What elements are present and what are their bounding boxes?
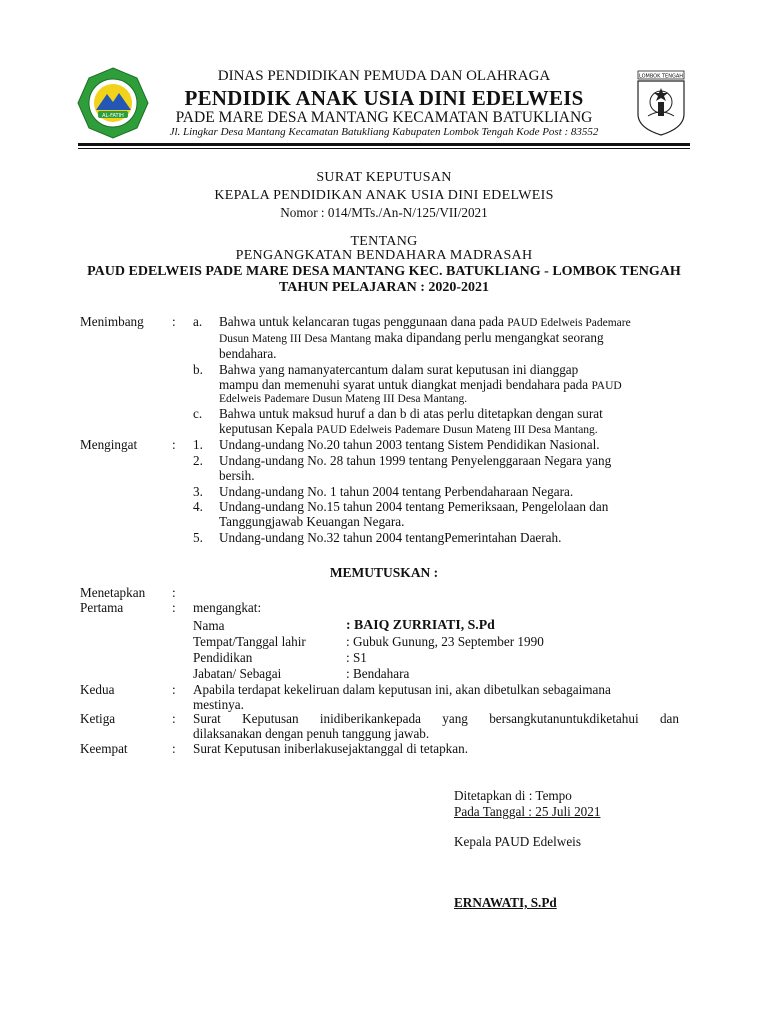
menimbang-a-line-2: Dusun Mateng III Desa Mantang maka dipandang perlu mengangkat seorang [219,330,604,345]
subject-line-3: TAHUN PELAJARAN : 2020-2021 [278,280,490,295]
list-marker: 4. [193,499,203,514]
kedua-label: Kedua [80,682,115,697]
document-number: Nomor : 014/MTs./An-N/125/VII/2021 [280,205,488,220]
mengingat-item: Undang-undang No. 28 tahun 1999 tentang Penyelenggaraan Negara yang [219,453,612,468]
letterhead-rule-thin [78,148,690,149]
ttl-label: Tempat/Tanggal lahir [193,634,306,649]
list-marker: 3. [193,484,203,499]
ketiga-label: Ketiga [80,711,116,726]
subject-line-1: PENGANGKATAN BENDAHARA MADRASAH [235,248,533,263]
ketiga-line-1: Surat Keputusan inidiberikankepada yang bersangkutanuntukdiketahui dan [193,711,679,726]
nama-value: : BAIQ ZURRIATI, S.Pd [346,617,495,632]
tentang-heading: TENTANG [350,234,418,249]
mengingat-item-cont: Tanggungjawab Keuangan Negara. [219,514,405,529]
document-issuer: KEPALA PENDIDIKAN ANAK USIA DINI EDELWEIS [214,188,554,203]
menimbang-a-line-3: bendahara. [219,346,277,361]
letterhead-rule-thick [78,143,690,146]
list-marker: 2. [193,453,203,468]
menimbang-c-line-1: Bahwa untuk maksud huruf a dan b di atas perlu ditetapkan dengan surat [219,406,603,421]
pertama-label: Pertama [80,600,124,615]
colon: : [172,682,176,697]
list-marker: 5. [193,530,203,545]
menimbang-b-line-1: Bahwa yang namanyatercantum dalam surat keputusan ini dianggap [219,362,579,377]
mengingat-item: Undang-undang No.20 tahun 2003 tentang Sistem Pendidikan Nasional. [219,437,600,452]
ketiga-line-2: dilaksanakan dengan penuh tanggung jawab. [193,726,430,741]
colon: : [172,437,176,452]
list-marker: a. [193,314,203,329]
colon: : [172,585,176,600]
signature-position: Kepala PAUD Edelweis [454,834,581,849]
keempat-text: Surat Keputusan iniberlakusejaktanggal di tetapkan. [193,741,469,756]
menimbang-label: Menimbang [80,314,144,329]
mengingat-item: Undang-undang No.32 tahun 2004 tentangPemerintahan Daerah. [219,530,562,545]
kedua-line-2: mestinya. [193,697,244,712]
list-marker: 1. [193,437,203,452]
svg-text:LOMBOK TENGAH: LOMBOK TENGAH [638,73,684,80]
mengingat-item-cont: bersih. [219,468,255,483]
subject-line-2: PAUD EDELWEIS PADE MARE DESA MANTANG KEC. BATUKLIANG - LOMBOK TENGAH [87,264,681,279]
mengingat-item: Undang-undang No. 1 tahun 2004 tentang Perbendaharaan Negara. [219,484,574,499]
signature-date: Pada Tanggal : 25 Juli 2021 [454,804,601,819]
signatory-name: ERNAWATI, S.Pd [454,895,557,910]
colon: : [172,600,176,615]
list-marker: b. [193,362,203,377]
agency-name: DINAS PENDIDIKAN PEMUDA DAN OLAHRAGA [217,68,551,84]
institution-name: PENDIDIK ANAK USIA DINI EDELWEIS [184,86,584,110]
colon: : [172,314,176,329]
list-marker: c. [193,406,203,421]
jabatan-value: : Bendahara [346,666,410,681]
colon: : [172,711,176,726]
menimbang-c-line-2: keputusan Kepala PAUD Edelweis Pademare Dusun Mateng III Desa Mantang. [219,421,598,436]
keempat-label: Keempat [80,741,128,756]
colon: : [172,741,176,756]
menetapkan-label: Menetapkan [80,585,146,600]
kedua-line-1: Apabila terdapat kekeliruan dalam keputusan ini, akan dibetulkan sebagaimana [193,682,611,697]
pertama-text: mengangkat: [193,600,262,615]
mengingat-label: Mengingat [80,437,138,452]
menimbang-b-line-3: Edelweis Pademare Dusun Mateng III Desa Mantang. [219,393,468,405]
signature-place: Ditetapkan di : Tempo [454,788,572,803]
institution-address: Jl. Lingkar Desa Mantang Kecamatan Batukliang Kabupaten Lombok Tengah Kode Post : 83552 [169,126,599,138]
svg-text:AL-FATIH: AL-FATIH [102,113,124,119]
menimbang-a-line-1: Bahwa untuk kelancaran tugas penggunaan dana pada PAUD Edelweis Pademare [219,314,631,329]
nama-label: Nama [193,618,225,633]
institution-location: PADE MARE DESA MANTANG KECAMATAN BATUKLIANG [175,109,593,126]
pendidikan-label: Pendidikan [193,650,253,665]
memutuskan-heading: MEMUTUSKAN : [329,565,439,580]
menimbang-b-line-2: mampu dan memenuhi syarat untuk diangkat menjadi bendahara pada PAUD [219,377,622,392]
jabatan-label: Jabatan/ Sebagai [193,666,282,681]
pendidikan-value: : S1 [346,650,367,665]
document-title: SURAT KEPUTUSAN [316,170,452,185]
ttl-value: : Gubuk Gunung, 23 September 1990 [346,634,544,649]
mengingat-item: Undang-undang No.15 tahun 2004 tentang Pemeriksaan, Pengelolaan dan [219,499,609,514]
